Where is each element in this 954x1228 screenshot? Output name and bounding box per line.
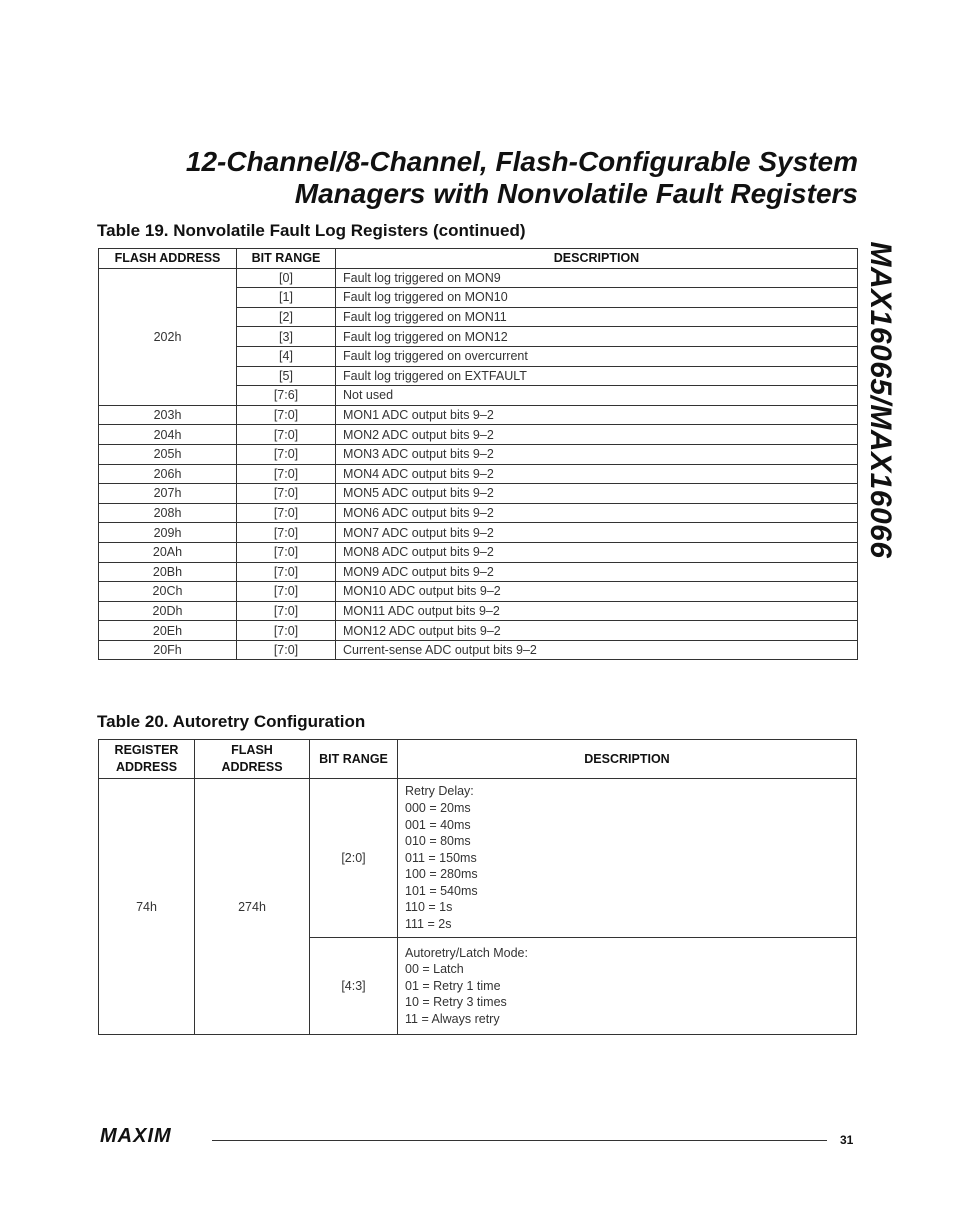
address-cell: 202h [99,268,237,405]
page-number: 31 [840,1133,854,1147]
side-part-number [862,225,898,575]
flash-address-cell: 274h [195,779,310,1035]
address-cell: 204h [99,425,237,445]
footer-rule [212,1140,827,1141]
table-row [99,523,858,543]
table-20-caption: Table 20. Autoretry Configuration [97,712,366,731]
table-row [99,484,858,504]
column-header-description: DESCRIPTION [398,740,857,779]
bit-range-cell: [2] [237,307,336,327]
description-cell: MON10 ADC output bits 9–2 [336,582,858,602]
description-line: 001 = 40ms [405,817,471,832]
bit-range-cell: [7:0] [237,582,336,602]
address-cell: 206h [99,464,237,484]
description-cell: Fault log triggered on MON12 [336,327,858,347]
bit-range-cell: [1] [237,288,336,308]
table-row [99,640,858,660]
description-line: 10 = Retry 3 times [405,995,507,1010]
address-cell: 20Dh [99,601,237,621]
description-cell: Fault log triggered on overcurrent [336,346,858,366]
bit-range-cell: [7:0] [237,444,336,464]
table-row [99,621,858,641]
table-19-caption-prefix: Table [97,221,141,240]
bit-range-cell: [7:0] [237,542,336,562]
address-cell: 203h [99,405,237,425]
description-cell: MON2 ADC output bits 9–2 [336,425,858,445]
register-address-cell: 74h [99,779,195,1035]
description-cell: Fault log triggered on MON9 [336,268,858,288]
autoretry-configuration-table [98,739,857,1035]
header-line: FLASH [231,743,273,757]
bit-range-cell: [7:0] [237,523,336,543]
header-line: REGISTER [114,743,179,757]
description-line: 110 = 1s [405,900,453,915]
table-19-caption-rest: 19. Nonvolatile Fault Log Registers (continued) [140,221,526,240]
bit-range-cell: [3] [237,327,336,347]
column-header-bit-range: BIT RANGE [310,740,398,779]
address-cell: 205h [99,444,237,464]
table-row [99,464,858,484]
header-line: ADDRESS [221,760,283,774]
table-header-row [99,740,857,779]
description-cell: MON5 ADC output bits 9–2 [336,484,858,504]
description-cell: MON12 ADC output bits 9–2 [336,621,858,641]
description-line: 010 = 80ms [405,834,471,849]
table-row [99,542,858,562]
description-cell: Not used [336,386,858,406]
bit-range-cell: [7:6] [237,386,336,406]
address-cell: 208h [99,503,237,523]
description-line: 100 = 280ms [405,867,478,882]
column-header-flash-address [195,740,310,779]
description-line: 011 = 150ms [405,850,477,865]
description-cell: MON9 ADC output bits 9–2 [336,562,858,582]
address-cell: 20Ch [99,582,237,602]
bit-range-cell: [7:0] [237,425,336,445]
address-cell: 207h [99,484,237,504]
table-row [99,562,858,582]
page-title-line-1: 12-Channel/8-Channel, Flash-Configurable System [185,146,858,177]
description-line: 111 = 2s [405,917,452,932]
maxim-logo-mark [100,1127,210,1145]
description-cell [398,779,857,938]
bit-range-cell: [7:0] [237,562,336,582]
description-cell: MON11 ADC output bits 9–2 [336,601,858,621]
column-header-description: DESCRIPTION [336,249,858,269]
description-cell: MON7 ADC output bits 9–2 [336,523,858,543]
address-cell: 20Eh [99,621,237,641]
description-cell [398,938,857,1035]
table-row [99,425,858,445]
bit-range-cell: [2:0] [310,779,398,938]
fault-log-registers-table [98,248,858,660]
bit-range-cell: [7:0] [237,640,336,660]
table-row [99,779,857,938]
side-part-number-text: MAX16065/MAX16066 [864,241,897,559]
table-row [99,444,858,464]
bit-range-cell: [0] [237,268,336,288]
page-title [60,146,858,210]
address-cell: 20Bh [99,562,237,582]
column-header-bit-range: BIT RANGE [237,249,336,269]
table-header-row [99,249,858,269]
column-header-flash-address: FLASH ADDRESS [99,249,237,269]
table-row [99,268,858,288]
bit-range-cell: [7:0] [237,484,336,504]
description-cell: MON3 ADC output bits 9–2 [336,444,858,464]
address-cell: 20Fh [99,640,237,660]
bit-range-cell: [7:0] [237,464,336,484]
table-row [99,405,858,425]
bit-range-cell: [4:3] [310,938,398,1035]
description-line: Autoretry/Latch Mode: [405,945,528,960]
header-line: ADDRESS [115,760,178,774]
table-row [99,582,858,602]
description-cell: Fault log triggered on EXTFAULT [336,366,858,386]
page-title-line-2: Managers with Nonvolatile Fault Registers [294,178,858,209]
address-cell: 20Ah [99,542,237,562]
description-line: 00 = Latch [405,962,464,977]
description-line: Retry Delay: [405,784,474,799]
address-cell: 209h [99,523,237,543]
description-line: 01 = Retry 1 time [405,978,501,993]
description-cell: MON4 ADC output bits 9–2 [336,464,858,484]
bit-range-cell: [7:0] [237,601,336,621]
maxim-logo [100,1127,210,1150]
description-line: 11 = Always retry [405,1011,500,1026]
description-cell: Fault log triggered on MON11 [336,307,858,327]
table-row [99,503,858,523]
description-cell: Current-sense ADC output bits 9–2 [336,640,858,660]
bit-range-cell: [7:0] [237,621,336,641]
bit-range-cell: [4] [237,346,336,366]
table-19-caption [97,221,526,241]
description-line: 101 = 540ms [405,883,478,898]
bit-range-cell: [7:0] [237,503,336,523]
description-cell: MON8 ADC output bits 9–2 [336,542,858,562]
description-cell: MON1 ADC output bits 9–2 [336,405,858,425]
maxim-logo-lettering: MAXIM [100,1127,172,1145]
bit-range-cell: [7:0] [237,405,336,425]
column-header-register-address [99,740,195,779]
bit-range-cell: [5] [237,366,336,386]
description-line: 000 = 20ms [405,800,471,815]
description-cell: Fault log triggered on MON10 [336,288,858,308]
table-row [99,601,858,621]
description-cell: MON6 ADC output bits 9–2 [336,503,858,523]
